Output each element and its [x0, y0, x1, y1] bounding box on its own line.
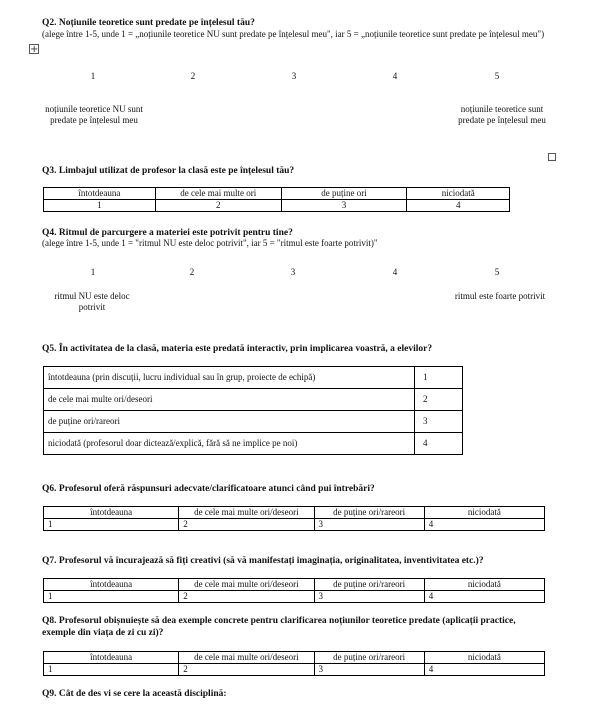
- q6-value-1[interactable]: 1: [44, 519, 179, 531]
- q7-table: [43, 578, 545, 603]
- q3-value-2[interactable]: 2: [155, 200, 281, 212]
- q3-header-4: niciodată: [407, 188, 510, 200]
- q2-left-label: noțiunile teoretice NU sunt predate pe înțelesul meu: [45, 104, 143, 125]
- q3-value-3[interactable]: 3: [281, 200, 407, 212]
- q6-table: [43, 506, 545, 531]
- q7-header-2: de cele mai multe ori/deseori: [179, 579, 314, 591]
- q2-scale-4[interactable]: 4: [392, 71, 398, 81]
- q3-value-1[interactable]: 1: [44, 200, 156, 212]
- q5-option-1-value[interactable]: 1: [415, 367, 463, 389]
- q5-title: Q5. În activitatea de la clasă, materia este predată interactiv, prin implicarea voastră, a elevilor?: [42, 344, 433, 354]
- q4-scale-3[interactable]: 3: [290, 267, 296, 277]
- q3-title: Q3. Limbajul utilizat de profesor la clasă este pe înțelesul tău?: [42, 166, 295, 176]
- q7-header-1: întotdeauna: [44, 579, 179, 591]
- q7-header-4: niciodată: [424, 579, 544, 591]
- q8-table: [43, 651, 545, 676]
- q8-title-line2: exemple din viața de zi cu zi)?: [42, 628, 164, 638]
- q6-title: Q6. Profesorul oferă răspunsuri adecvate/clarificatoare atunci când pui întrebări?: [42, 484, 375, 494]
- q7-value-4[interactable]: 4: [424, 591, 544, 603]
- q5-table: [43, 366, 463, 455]
- q9-title: Q9. Cât de des vi se cere la această disciplină:: [42, 689, 227, 699]
- q4-title: Q4. Ritmul de parcurgere a materiei este potrivit pentru tine?: [42, 228, 293, 238]
- q6-value-3[interactable]: 3: [314, 519, 424, 531]
- q3-table: [43, 187, 510, 212]
- q5-option-4-value[interactable]: 4: [415, 433, 463, 455]
- q4-instructions: (alege între 1-5, unde 1 = "ritmul NU este deloc potrivit", iar 5 = "ritmul este foarte potrivit)": [42, 238, 378, 248]
- q8-title-line1: Q8. Profesorul obișnuiește să dea exemple concrete pentru clarificarea noțiunilor teoretice predate (aplicații practice,: [42, 616, 516, 626]
- q8-value-4[interactable]: 4: [424, 664, 544, 676]
- q2-scale-1[interactable]: 1: [90, 71, 96, 81]
- q2-right-label: noțiunile teoretice sunt predate pe înțelesul meu: [458, 104, 546, 125]
- q8-header-1: întotdeauna: [44, 652, 179, 664]
- q4-scale-1[interactable]: 1: [90, 267, 96, 277]
- q5-option-1-label: întotdeauna (prin discuții, lucru individual sau în grup, proiecte de echipă): [44, 367, 415, 389]
- q5-option-4-label: niciodată (profesorul doar dictează/explică, fără să ne implice pe noi): [44, 433, 415, 455]
- q6-header-3: de puține ori/rareori: [314, 507, 424, 519]
- q6-header-1: întotdeauna: [44, 507, 179, 519]
- q4-left-label: ritmul NU este deloc potrivit: [54, 291, 130, 312]
- q5-option-2-value[interactable]: 2: [415, 389, 463, 411]
- q8-value-3[interactable]: 3: [314, 664, 424, 676]
- q8-value-1[interactable]: 1: [44, 664, 179, 676]
- q3-header-3: de puține ori: [281, 188, 407, 200]
- q7-title: Q7. Profesorul vă încurajează să fiți creativi (să vă manifestați imaginația, originalitatea, inventivitatea etc.)?: [42, 556, 484, 566]
- q6-header-4: niciodată: [424, 507, 544, 519]
- q8-header-3: de puține ori/rareori: [314, 652, 424, 664]
- table-move-handle-icon[interactable]: +: [30, 44, 39, 55]
- q8-header-4: niciodată: [424, 652, 544, 664]
- q3-value-4[interactable]: 4: [407, 200, 510, 212]
- q2-scale-5[interactable]: 5: [494, 71, 500, 81]
- q5-option-2-label: de cele mai multe ori/deseori: [44, 389, 415, 411]
- q6-header-2: de cele mai multe ori/deseori: [179, 507, 314, 519]
- q7-value-1[interactable]: 1: [44, 591, 179, 603]
- q2-scale-3[interactable]: 3: [291, 71, 297, 81]
- q7-header-3: de puține ori/rareori: [314, 579, 424, 591]
- q5-option-3-value[interactable]: 3: [415, 411, 463, 433]
- q3-header-2: de cele mai multe ori: [155, 188, 281, 200]
- q4-right-label: ritmul este foarte potrivit: [454, 291, 546, 301]
- q8-header-2: de cele mai multe ori/deseori: [179, 652, 314, 664]
- q5-option-3-label: de puține ori/rareori: [44, 411, 415, 433]
- q7-value-2[interactable]: 2: [179, 591, 314, 603]
- q4-scale-2[interactable]: 2: [189, 267, 195, 277]
- q7-value-3[interactable]: 3: [314, 591, 424, 603]
- q6-value-2[interactable]: 2: [179, 519, 314, 531]
- q2-title: Q2. Noțiunile teoretice sunt predate pe înțelesul tău?: [42, 18, 255, 28]
- q6-value-4[interactable]: 4: [424, 519, 544, 531]
- q3-header-1: întotdeauna: [44, 188, 156, 200]
- q4-scale-4[interactable]: 4: [392, 267, 398, 277]
- q2-instructions: (alege între 1-5, unde 1 = „noțiunile teoretice NU sunt predate pe înțelesul meu", iar 5 = „noțiunile teoretice sunt predate pe înțelesul meu"): [42, 29, 545, 39]
- q8-value-2[interactable]: 2: [179, 664, 314, 676]
- checkbox-marker[interactable]: [548, 153, 556, 161]
- q4-scale-5[interactable]: 5: [494, 267, 500, 277]
- q2-scale-2[interactable]: 2: [190, 71, 196, 81]
